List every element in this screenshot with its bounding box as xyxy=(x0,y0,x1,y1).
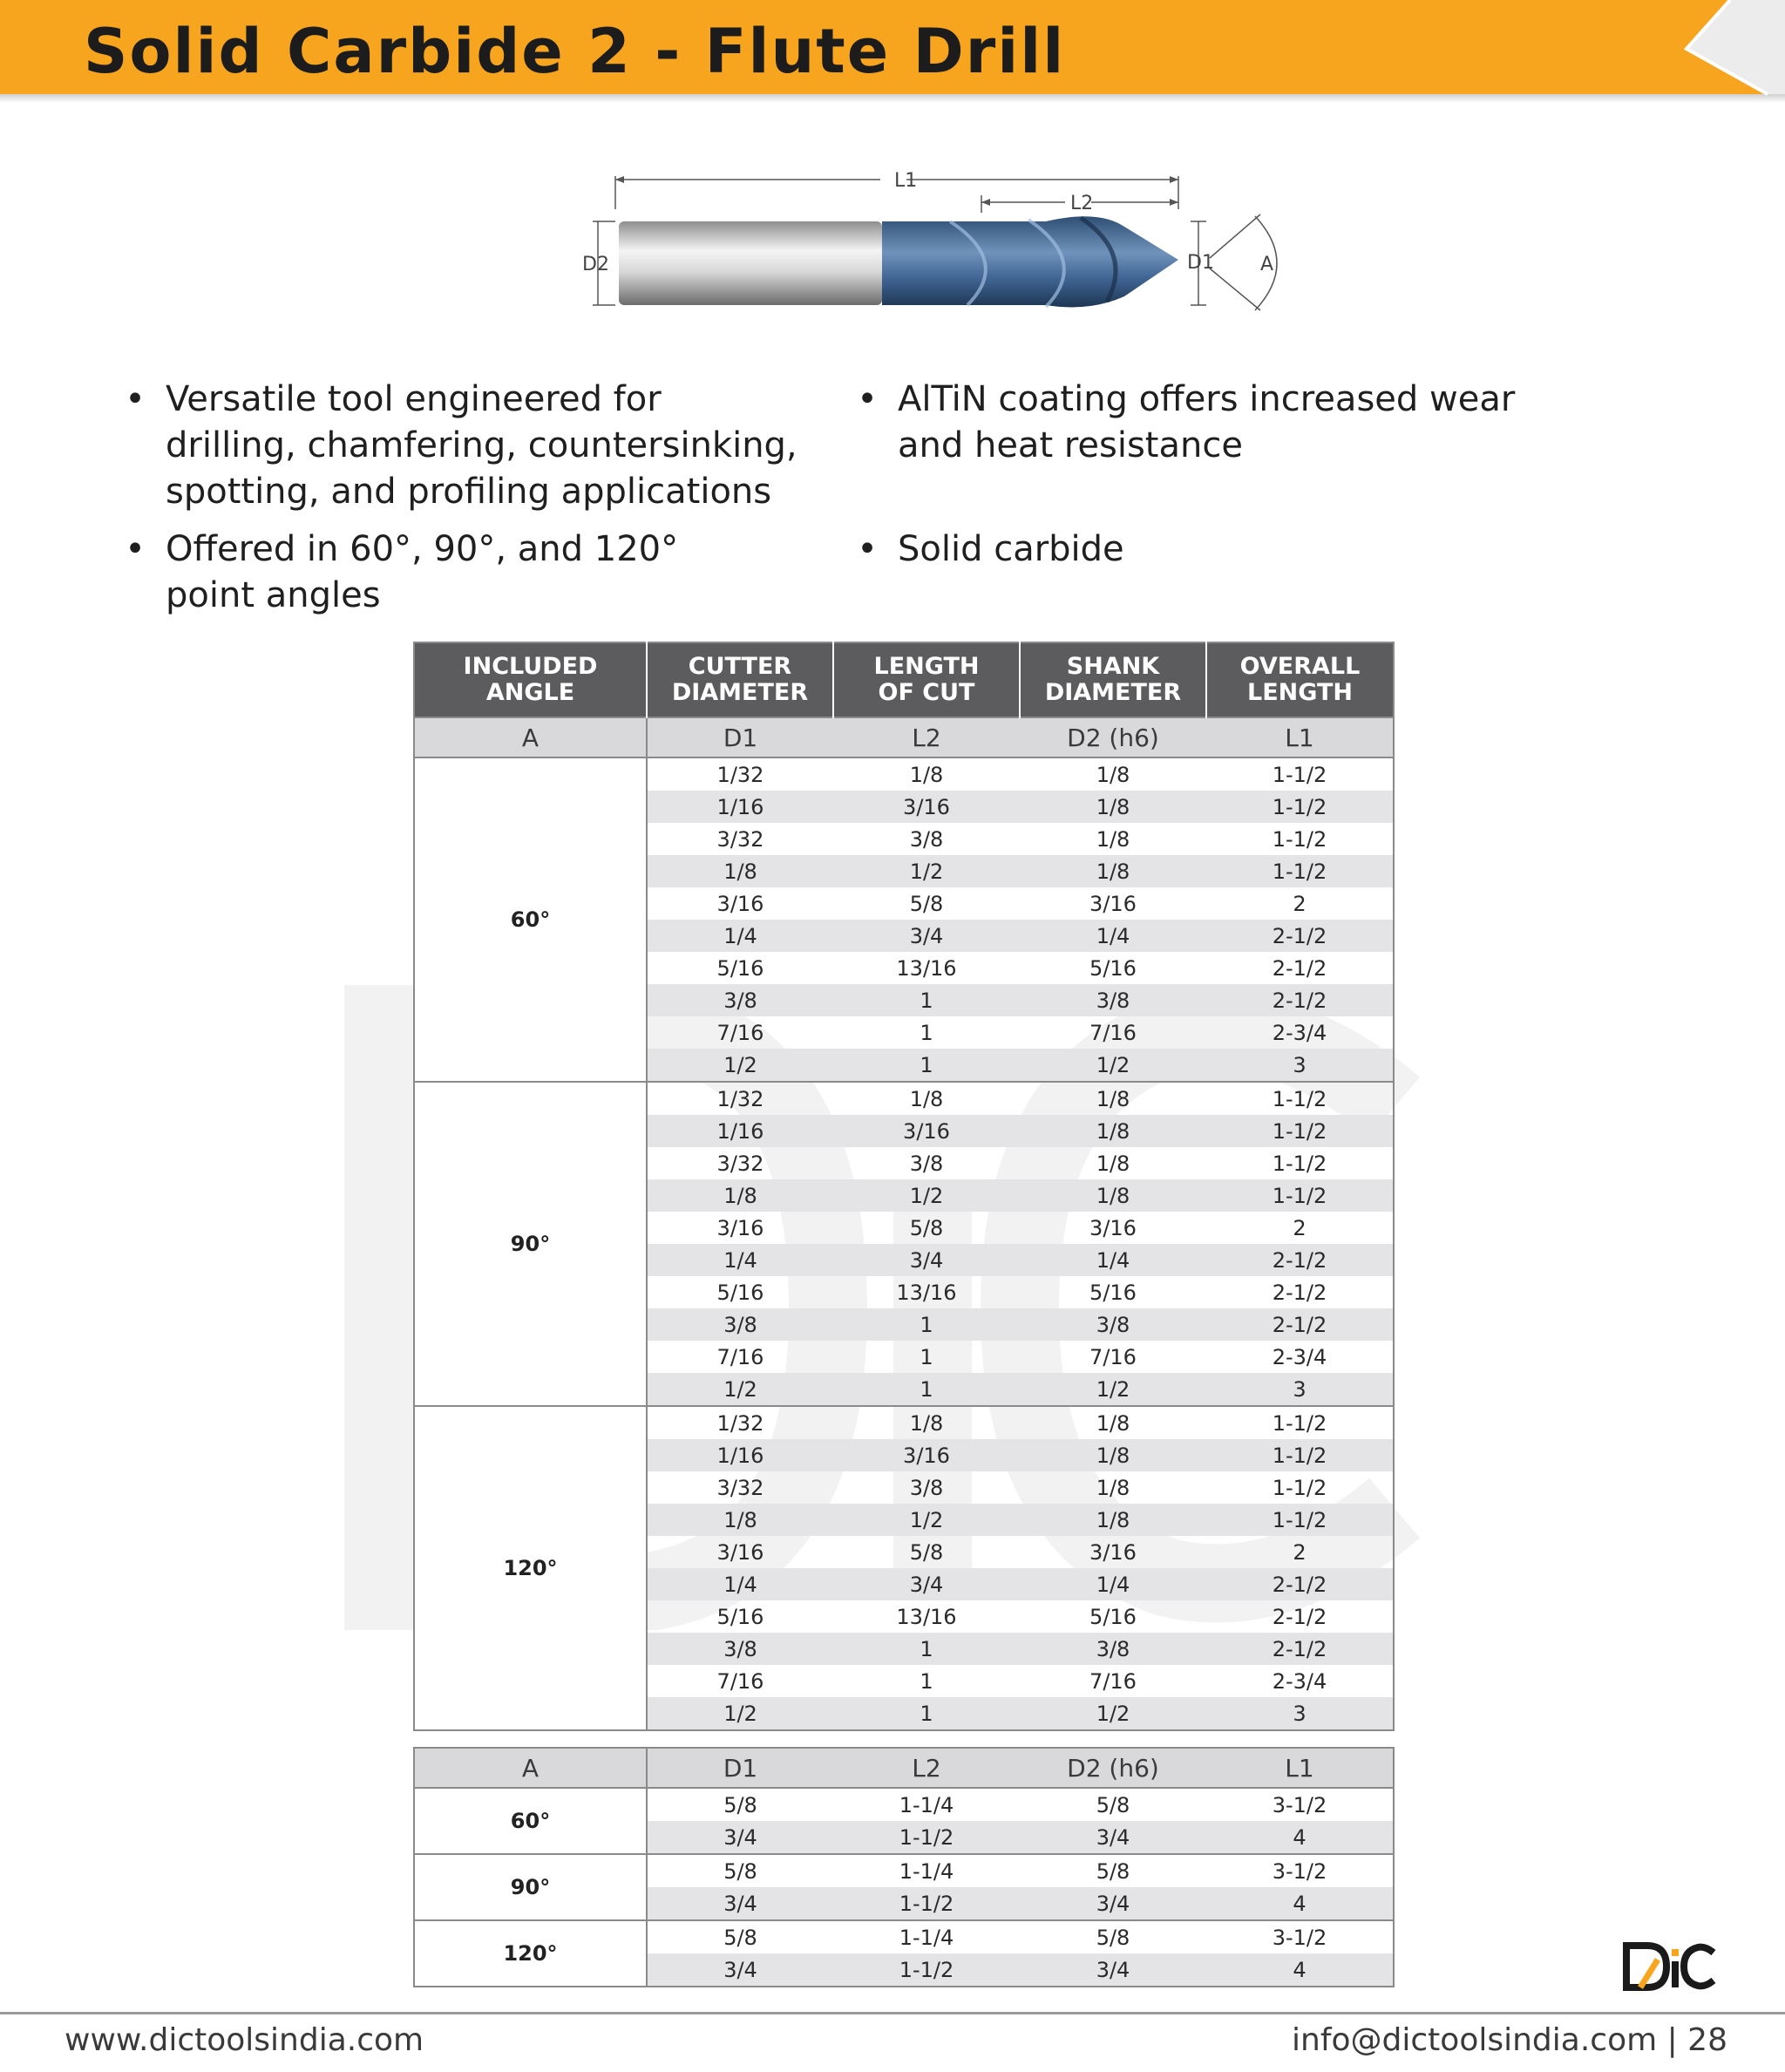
cutter-diameter-cell: 1/4 xyxy=(647,1244,833,1276)
shank-diameter-cell: 7/16 xyxy=(1089,1020,1137,1045)
feature-line: and heat resistance xyxy=(898,425,1243,465)
cutter-diameter-cell: 5/16 xyxy=(716,1280,764,1305)
feature-item xyxy=(857,377,1516,469)
length-of-cut-cell: 3/4 xyxy=(833,1568,1020,1600)
overall-length-cell: 3-1/2 xyxy=(1206,1854,1394,1887)
included-angle-cell: 90° xyxy=(414,1854,647,1920)
length-of-cut-cell: 13/16 xyxy=(896,955,957,981)
table-row xyxy=(414,1788,1394,1821)
table-row xyxy=(414,1406,1394,1439)
cutter-diameter-cell: 1/2 xyxy=(647,1049,833,1082)
length-of-cut-cell: 1/8 xyxy=(833,757,1020,791)
cutter-diameter-cell: 3/32 xyxy=(716,1151,764,1176)
feature-line: Solid carbide xyxy=(898,529,1124,569)
cutter-diameter-cell: 3/8 xyxy=(647,984,833,1016)
feature-item xyxy=(125,526,679,619)
feature-item xyxy=(125,377,797,515)
shank-diameter-cell: 1/8 xyxy=(1020,1115,1206,1147)
header-shank-diameter: SHANK DIAMETER xyxy=(1020,642,1206,717)
included-angle-cell: 120° xyxy=(414,1406,647,1730)
dic-logo-icon xyxy=(1621,1939,1717,1994)
overall-length-cell: 2-3/4 xyxy=(1272,1020,1327,1045)
overall-length-cell: 3 xyxy=(1206,1373,1394,1406)
length-of-cut-cell: 1/2 xyxy=(833,1179,1020,1212)
cutter-diameter-cell: 3/4 xyxy=(647,1887,833,1920)
cutter-diameter-cell: 1/8 xyxy=(647,1179,833,1212)
symbol-cell: L2 xyxy=(833,1748,1020,1788)
shank-diameter-cell: 1/4 xyxy=(1020,1244,1206,1276)
overall-length-cell: 2-1/2 xyxy=(1206,1568,1394,1600)
shank-diameter-cell: 1/8 xyxy=(1096,826,1130,852)
cutter-diameter-cell: 1/32 xyxy=(647,757,833,791)
overall-length-cell: 1-1/2 xyxy=(1206,1082,1394,1115)
overall-length-cell: 1-1/2 xyxy=(1272,826,1327,852)
overall-length-cell: 2-1/2 xyxy=(1206,984,1394,1016)
shank-diameter-cell: 1/4 xyxy=(1020,1568,1206,1600)
header-included-angle: INCLUDED ANGLE xyxy=(414,642,647,717)
overall-length-cell: 1-1/2 xyxy=(1206,1504,1394,1536)
table-row xyxy=(414,757,1394,791)
feature-line: AlTiN coating offers increased wear xyxy=(898,379,1516,419)
overall-length-cell: 1-1/2 xyxy=(1272,1151,1327,1176)
overall-length-cell: 3-1/2 xyxy=(1206,1788,1394,1821)
cutter-diameter-cell: 3/8 xyxy=(647,1633,833,1665)
shank-diameter-cell: 3/8 xyxy=(1020,1308,1206,1341)
shank-diameter-cell: 5/8 xyxy=(1020,1788,1206,1821)
overall-length-cell: 4 xyxy=(1206,1953,1394,1987)
shank-diameter-cell: 5/16 xyxy=(1089,1604,1137,1629)
shank-diameter-cell: 1/2 xyxy=(1020,1373,1206,1406)
feature-line: point angles xyxy=(166,575,381,615)
feature-line: Offered in 60°, 90°, and 120° xyxy=(166,529,679,569)
cutter-diameter-cell: 1/16 xyxy=(647,1439,833,1471)
cutter-diameter-cell: 3/16 xyxy=(716,1539,764,1565)
cutter-diameter-cell: 3/16 xyxy=(716,1215,764,1240)
table-row xyxy=(414,1854,1394,1887)
length-of-cut-cell: 3/16 xyxy=(833,1115,1020,1147)
feature-line: Versatile tool engineered for xyxy=(166,379,662,419)
length-of-cut-cell: 1/8 xyxy=(833,1406,1020,1439)
overall-length-cell: 2 xyxy=(1293,1215,1307,1240)
length-of-cut-cell: 5/8 xyxy=(909,891,944,916)
overall-length-cell: 4 xyxy=(1206,1887,1394,1920)
included-angle-cell: 90° xyxy=(414,1082,647,1406)
overall-length-cell: 1-1/2 xyxy=(1272,1475,1327,1500)
footer-divider xyxy=(0,2012,1785,2014)
cutter-diameter-cell: 1/2 xyxy=(647,1373,833,1406)
length-of-cut-cell: 1 xyxy=(833,1373,1020,1406)
length-of-cut-cell: 3/8 xyxy=(909,1475,944,1500)
bullet-icon: • xyxy=(857,379,878,419)
overall-length-cell: 1-1/2 xyxy=(1206,855,1394,887)
cutter-diameter-cell: 1/32 xyxy=(647,1406,833,1439)
header-banner xyxy=(0,0,1785,103)
overall-length-cell: 3 xyxy=(1206,1697,1394,1730)
symbol-cell: L2 xyxy=(833,717,1020,757)
length-of-cut-cell: 5/8 xyxy=(909,1539,944,1565)
overall-length-cell: 1-1/2 xyxy=(1206,1439,1394,1471)
shank-diameter-cell: 1/8 xyxy=(1096,1151,1130,1176)
shank-diameter-cell: 3/16 xyxy=(1089,891,1137,916)
cutter-diameter-cell: 1/4 xyxy=(647,1568,833,1600)
cutter-diameter-cell: 5/8 xyxy=(647,1920,833,1953)
shank-diameter-cell: 1/8 xyxy=(1020,1082,1206,1115)
overall-length-cell: 2-1/2 xyxy=(1206,1244,1394,1276)
length-of-cut-cell: 5/8 xyxy=(909,1215,944,1240)
feature-item xyxy=(857,526,1124,573)
overall-length-cell: 1-1/2 xyxy=(1206,1115,1394,1147)
spec-table-large-sizes xyxy=(413,1747,1395,1987)
feature-list xyxy=(113,377,1543,629)
length-of-cut-cell: 1-1/2 xyxy=(833,1887,1020,1920)
overall-length-cell: 2-3/4 xyxy=(1272,1344,1327,1369)
feature-line: spotting, and profiling applications xyxy=(166,472,772,512)
page-title: Solid Carbide 2 - Flute Drill xyxy=(84,16,1066,87)
length-of-cut-cell: 3/16 xyxy=(833,791,1020,823)
cutter-diameter-cell: 3/4 xyxy=(647,1821,833,1854)
cutter-diameter-cell: 7/16 xyxy=(716,1344,764,1369)
dim-label-l1: L1 xyxy=(894,170,918,192)
shank-diameter-cell: 1/4 xyxy=(1020,920,1206,952)
cutter-diameter-cell: 5/8 xyxy=(647,1854,833,1887)
shank-diameter-cell: 5/8 xyxy=(1020,1854,1206,1887)
overall-length-cell: 1-1/2 xyxy=(1206,791,1394,823)
shank-diameter-cell: 3/4 xyxy=(1020,1887,1206,1920)
shank-diameter-cell: 1/8 xyxy=(1020,1179,1206,1212)
table-row xyxy=(414,1920,1394,1953)
overall-length-cell: 1-1/2 xyxy=(1206,1406,1394,1439)
header-length-of-cut: LENGTH OF CUT xyxy=(833,642,1020,717)
spec-table xyxy=(413,642,1395,1731)
shank-diameter-cell: 1/8 xyxy=(1020,1439,1206,1471)
overall-length-cell: 3-1/2 xyxy=(1206,1920,1394,1953)
shank-diameter-cell: 7/16 xyxy=(1089,1344,1137,1369)
header-cutter-diameter: CUTTER DIAMETER xyxy=(647,642,833,717)
cutter-diameter-cell: 1/2 xyxy=(647,1697,833,1730)
symbol-cell: D1 xyxy=(647,717,833,757)
flute-drill-diagram xyxy=(558,157,1307,331)
cutter-diameter-cell: 1/16 xyxy=(647,791,833,823)
length-of-cut-cell: 13/16 xyxy=(896,1604,957,1629)
length-of-cut-cell: 1-1/2 xyxy=(833,1953,1020,1987)
cutter-diameter-cell: 1/8 xyxy=(647,1504,833,1536)
shank-diameter-cell: 1/8 xyxy=(1096,1475,1130,1500)
dim-label-l2: L2 xyxy=(1070,193,1094,214)
symbol-cell: L1 xyxy=(1206,717,1394,757)
cutter-diameter-cell: 3/16 xyxy=(716,891,764,916)
length-of-cut-cell: 1-1/2 xyxy=(833,1821,1020,1854)
cutter-diameter-cell: 7/16 xyxy=(716,1668,764,1694)
shank-diameter-cell: 5/16 xyxy=(1089,955,1137,981)
shank-diameter-cell: 1/8 xyxy=(1020,791,1206,823)
length-of-cut-cell: 3/16 xyxy=(833,1439,1020,1471)
length-of-cut-cell: 1 xyxy=(833,1049,1020,1082)
symbol-cell: D2 (h6) xyxy=(1020,1748,1206,1788)
shank-diameter-cell: 5/8 xyxy=(1020,1920,1206,1953)
shank-diameter-cell: 3/16 xyxy=(1089,1539,1137,1565)
symbol-cell: A xyxy=(414,1748,647,1788)
overall-length-cell: 3 xyxy=(1206,1049,1394,1082)
bullet-icon: • xyxy=(857,529,878,569)
cutter-diameter-cell: 1/4 xyxy=(647,920,833,952)
length-of-cut-cell: 3/4 xyxy=(833,1244,1020,1276)
length-of-cut-cell: 1/2 xyxy=(833,855,1020,887)
overall-length-cell: 2-1/2 xyxy=(1272,1604,1327,1629)
overall-length-cell: 2-1/2 xyxy=(1206,1308,1394,1341)
cutter-diameter-cell: 5/8 xyxy=(647,1788,833,1821)
bullet-icon: • xyxy=(125,379,146,419)
included-angle-cell: 60° xyxy=(414,757,647,1082)
shank-diameter-cell: 1/8 xyxy=(1020,757,1206,791)
length-of-cut-cell: 3/8 xyxy=(909,1151,944,1176)
shank-diameter-cell: 1/2 xyxy=(1020,1049,1206,1082)
shank-diameter-cell: 3/8 xyxy=(1020,984,1206,1016)
symbol-cell: L1 xyxy=(1206,1748,1394,1788)
cutter-diameter-cell: 3/4 xyxy=(647,1953,833,1987)
dim-label-a: A xyxy=(1260,254,1274,275)
dim-label-d2: D2 xyxy=(582,254,609,275)
overall-length-cell: 2-1/2 xyxy=(1206,920,1394,952)
length-of-cut-cell: 1-1/4 xyxy=(833,1788,1020,1821)
symbol-cell: D1 xyxy=(647,1748,833,1788)
symbol-cell: A xyxy=(414,717,647,757)
length-of-cut-cell: 13/16 xyxy=(896,1280,957,1305)
length-of-cut-cell: 3/4 xyxy=(833,920,1020,952)
overall-length-cell: 2 xyxy=(1293,891,1307,916)
length-of-cut-cell: 1/2 xyxy=(833,1504,1020,1536)
cutter-diameter-cell: 3/32 xyxy=(716,826,764,852)
length-of-cut-cell: 3/8 xyxy=(909,826,944,852)
shank-diameter-cell: 1/8 xyxy=(1020,1406,1206,1439)
bullet-icon: • xyxy=(125,529,146,569)
shank-diameter-cell: 3/4 xyxy=(1020,1821,1206,1854)
length-of-cut-cell: 1-1/4 xyxy=(833,1854,1020,1887)
overall-length-cell: 4 xyxy=(1206,1821,1394,1854)
cutter-diameter-cell: 3/8 xyxy=(647,1308,833,1341)
symbol-cell: D2 (h6) xyxy=(1020,717,1206,757)
shank-diameter-cell: 5/16 xyxy=(1089,1280,1137,1305)
cutter-diameter-cell: 3/32 xyxy=(716,1475,764,1500)
shank-diameter-cell: 3/4 xyxy=(1020,1953,1206,1987)
length-of-cut-cell: 1 xyxy=(920,1344,933,1369)
cutter-diameter-cell: 5/16 xyxy=(716,1604,764,1629)
cutter-diameter-cell: 1/8 xyxy=(647,855,833,887)
feature-line: drilling, chamfering, countersinking, xyxy=(166,425,797,465)
length-of-cut-cell: 1 xyxy=(833,1633,1020,1665)
length-of-cut-cell: 1/8 xyxy=(833,1082,1020,1115)
footer-website[interactable]: www.dictoolsindia.com xyxy=(64,2022,424,2058)
cutter-diameter-cell: 5/16 xyxy=(716,955,764,981)
footer-contact[interactable]: info@dictoolsindia.com | 28 xyxy=(1292,2022,1727,2058)
length-of-cut-cell: 1-1/4 xyxy=(833,1920,1020,1953)
shank-diameter-cell: 1/8 xyxy=(1020,1504,1206,1536)
length-of-cut-cell: 1 xyxy=(833,1697,1020,1730)
cutter-diameter-cell: 1/32 xyxy=(647,1082,833,1115)
included-angle-cell: 120° xyxy=(414,1920,647,1987)
length-of-cut-cell: 1 xyxy=(833,1308,1020,1341)
included-angle-cell: 60° xyxy=(414,1788,647,1854)
shank-diameter-cell: 1/8 xyxy=(1020,855,1206,887)
length-of-cut-cell: 1 xyxy=(920,1020,933,1045)
overall-length-cell: 1-1/2 xyxy=(1206,1179,1394,1212)
shank-diameter-cell: 1/2 xyxy=(1020,1697,1206,1730)
overall-length-cell: 2-1/2 xyxy=(1272,955,1327,981)
table-row xyxy=(414,1082,1394,1115)
length-of-cut-cell: 1 xyxy=(920,1668,933,1694)
shank-diameter-cell: 7/16 xyxy=(1089,1668,1137,1694)
header-overall-length: OVERALL LENGTH xyxy=(1206,642,1394,717)
dim-label-d1: D1 xyxy=(1187,252,1214,274)
cutter-diameter-cell: 7/16 xyxy=(716,1020,764,1045)
overall-length-cell: 2-1/2 xyxy=(1272,1280,1327,1305)
length-of-cut-cell: 1 xyxy=(833,984,1020,1016)
overall-length-cell: 2 xyxy=(1293,1539,1307,1565)
overall-length-cell: 2-3/4 xyxy=(1272,1668,1327,1694)
shank-diameter-cell: 3/16 xyxy=(1089,1215,1137,1240)
cutter-diameter-cell: 1/16 xyxy=(647,1115,833,1147)
overall-length-cell: 1-1/2 xyxy=(1206,757,1394,791)
overall-length-cell: 2-1/2 xyxy=(1206,1633,1394,1665)
shank-diameter-cell: 3/8 xyxy=(1020,1633,1206,1665)
